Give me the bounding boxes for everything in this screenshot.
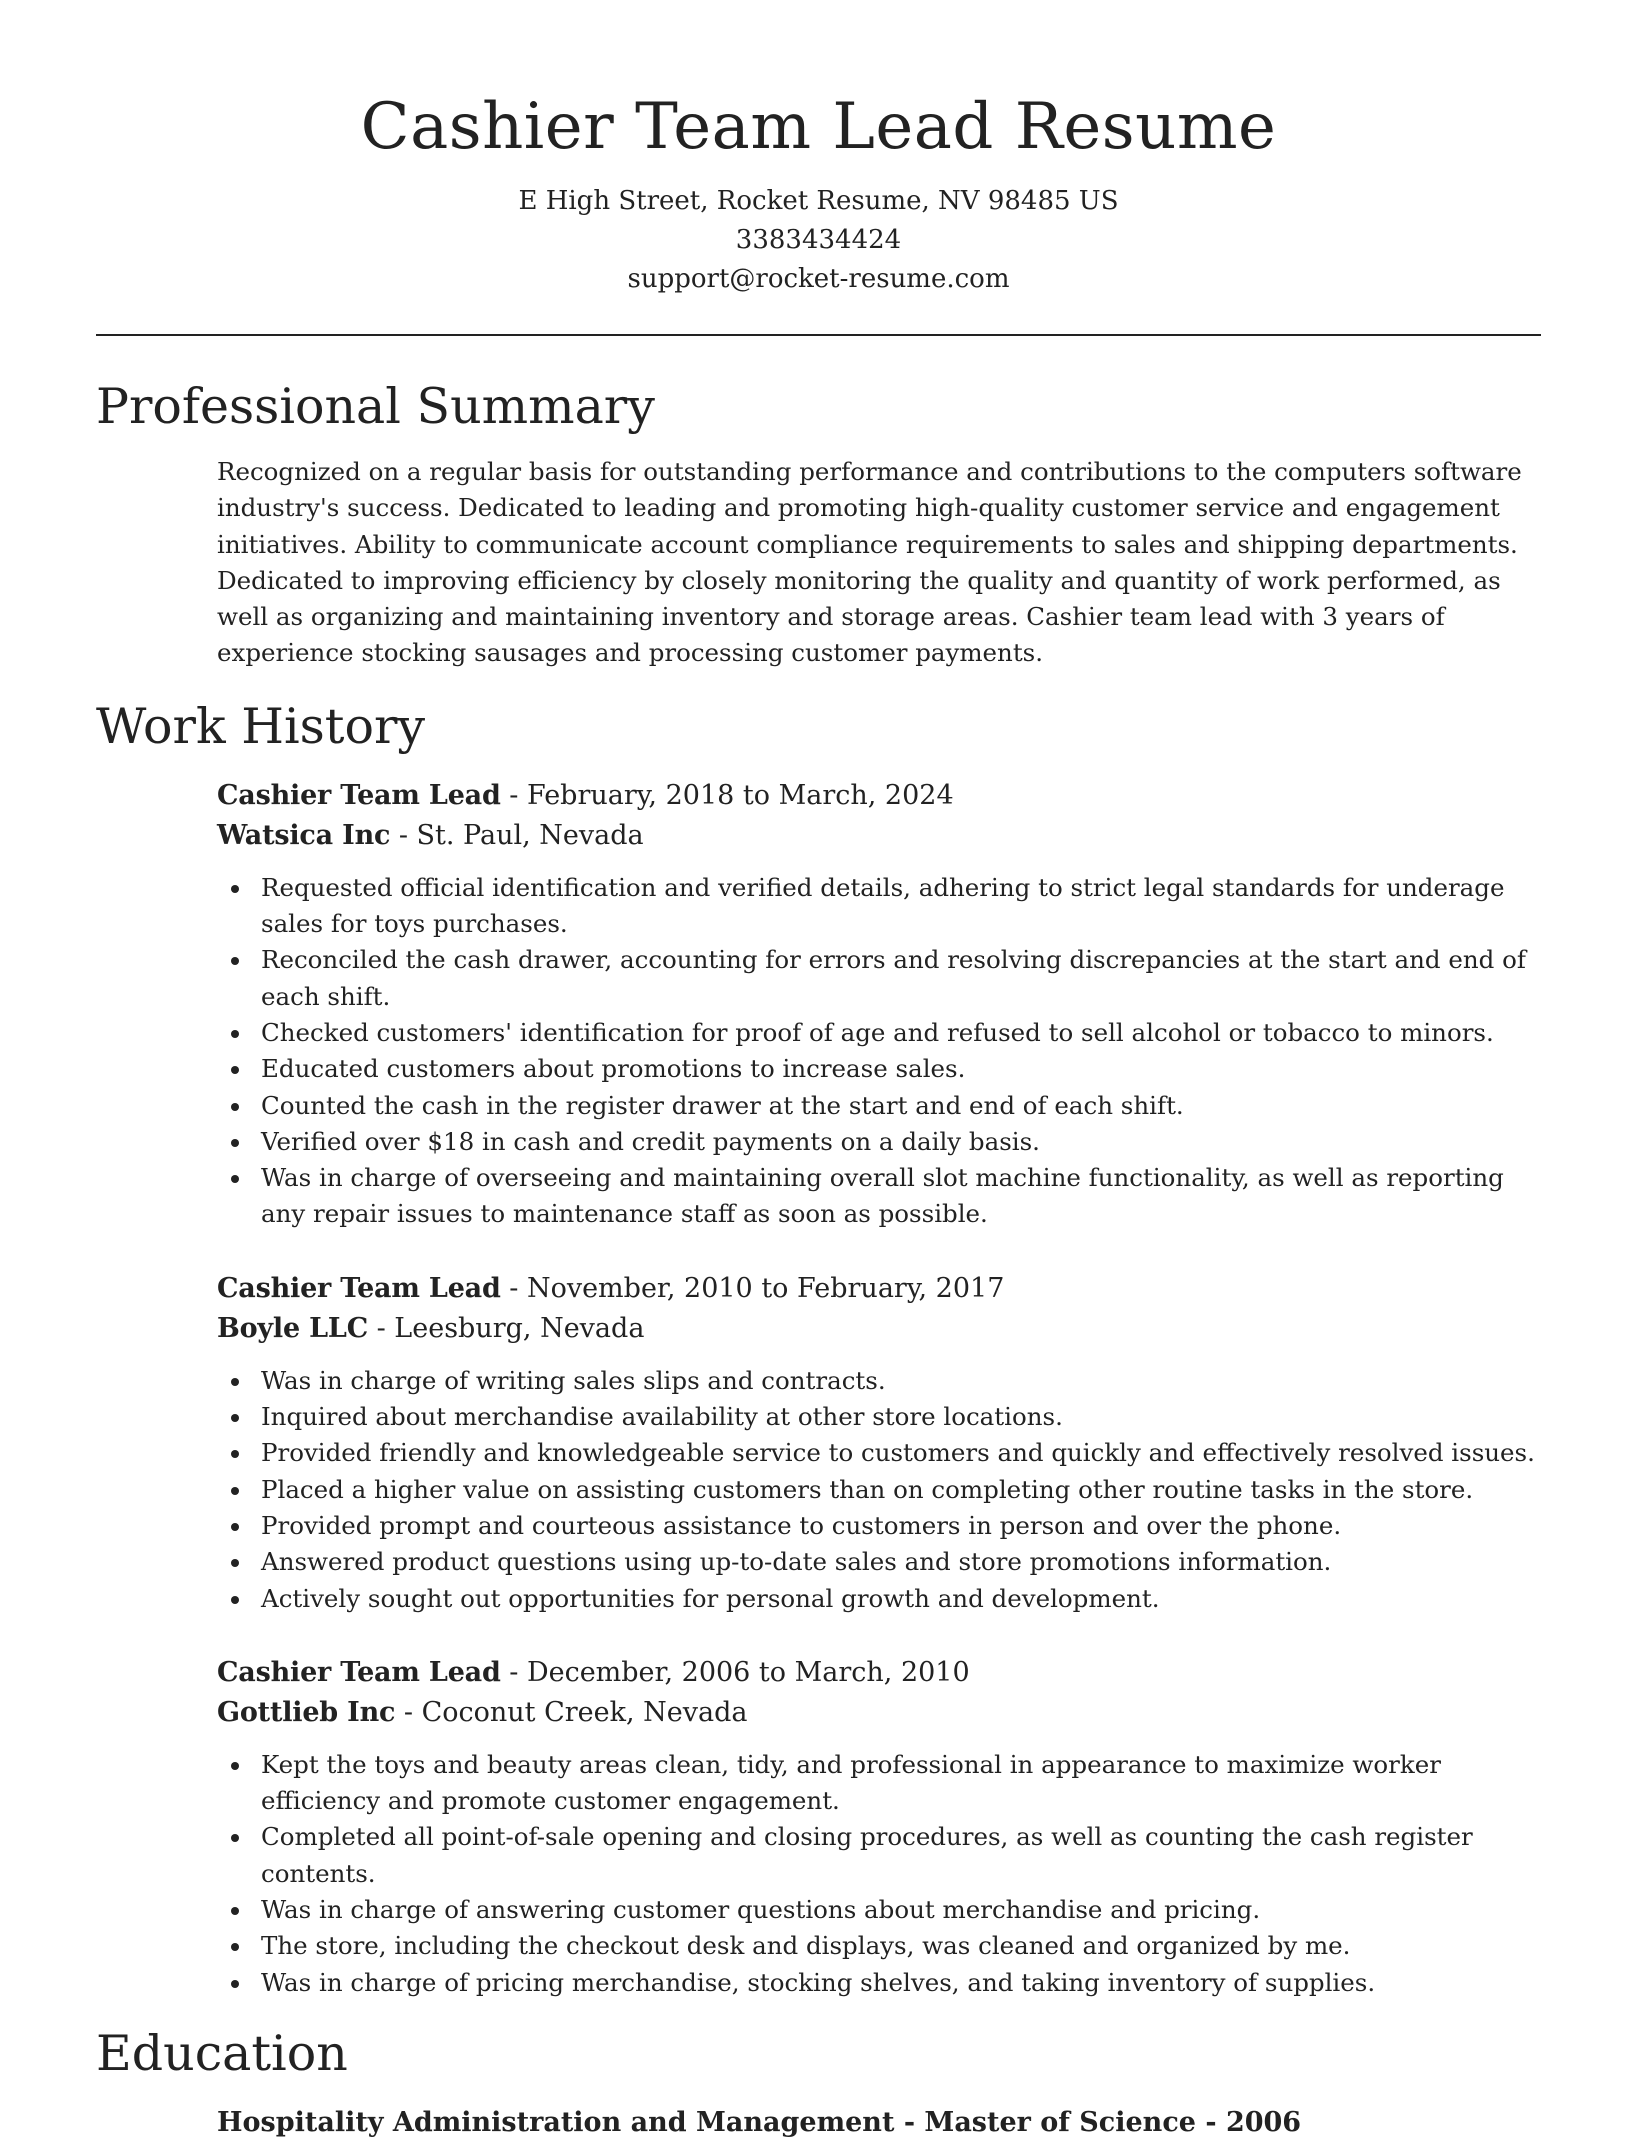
job-title: Cashier Team Lead bbox=[217, 1656, 501, 1688]
resume-page bbox=[96, 0, 1541, 2143]
contact-email: support@rocket-resume.com bbox=[627, 264, 1010, 294]
header-divider bbox=[96, 334, 1541, 336]
job-header bbox=[217, 776, 1541, 816]
job-entry bbox=[96, 776, 1541, 1233]
job-header bbox=[217, 1269, 1541, 1309]
education-degree: - Master of Science bbox=[894, 2106, 1196, 2138]
list-item: Actively sought out opportunities for personal growth and development. bbox=[217, 1581, 1541, 1617]
section-title-summary: Professional Summary bbox=[96, 378, 655, 435]
job-title: Cashier Team Lead bbox=[217, 779, 501, 811]
job-header bbox=[217, 1653, 1541, 1693]
summary-text: Recognized on a regular basis for outstanding performance and contributions to the computers software industry's success. Dedicated to leading and promoting high-quality customer service and engagement initiatives. Ability to communicate account compliance requirements to sales and shipping departments. Dedicated to improving efficiency by closely monitoring the quality and quantity of work performed, as well as organizing and maintaining inventory and storage areas. Cashier team lead with 3 years of experience stocking sausages and processing customer payments. bbox=[217, 457, 1522, 668]
list-item: Placed a higher value on assisting customers than on completing other routine tasks in the store. bbox=[217, 1472, 1541, 1508]
section-work-history bbox=[96, 696, 1541, 2001]
section-professional-summary bbox=[96, 376, 1541, 672]
list-item: Reconciled the cash drawer, accounting for errors and resolving discrepancies at the start and end of each shift. bbox=[217, 942, 1541, 1015]
job-company: Boyle LLC bbox=[217, 1312, 369, 1344]
job-bullets bbox=[217, 1747, 1541, 2001]
resume-header bbox=[96, 0, 1541, 299]
list-item: Was in charge of pricing merchandise, stocking shelves, and taking inventory of supplies. bbox=[217, 1965, 1541, 2001]
job-dates: - February, 2018 to March, 2024 bbox=[500, 779, 954, 811]
education-entry bbox=[96, 2103, 1541, 2143]
section-education bbox=[96, 2023, 1541, 2143]
job-company: Watsica Inc bbox=[217, 819, 391, 851]
job-entry bbox=[96, 1653, 1541, 2001]
education-field: Hospitality Administration and Management bbox=[217, 2106, 895, 2138]
job-title: Cashier Team Lead bbox=[217, 1272, 501, 1304]
contact-info bbox=[96, 182, 1541, 299]
list-item: Answered product questions using up-to-date sales and store promotions information. bbox=[217, 1544, 1541, 1580]
list-item: Inquired about merchandise availability at other store locations. bbox=[217, 1399, 1541, 1435]
job-bullets bbox=[217, 1363, 1541, 1617]
education-year: - 2006 bbox=[1195, 2106, 1302, 2138]
job-employer bbox=[217, 1693, 1541, 1733]
list-item: The store, including the checkout desk and displays, was cleaned and organized by me. bbox=[217, 1928, 1541, 1964]
job-company: Gottlieb Inc bbox=[217, 1696, 396, 1728]
job-location: - St. Paul, Nevada bbox=[390, 819, 644, 851]
job-location: - Coconut Creek, Nevada bbox=[395, 1696, 748, 1728]
list-item: Was in charge of overseeing and maintaining overall slot machine functionality, as well as reporting any repair issues to maintenance staff as soon as possible. bbox=[217, 1160, 1541, 1233]
list-item: Provided friendly and knowledgeable service to customers and quickly and effectively resolved issues. bbox=[217, 1435, 1541, 1471]
list-item: Completed all point-of-sale opening and closing procedures, as well as counting the cash register contents. bbox=[217, 1819, 1541, 1892]
list-item: Provided prompt and courteous assistance to customers in person and over the phone. bbox=[217, 1508, 1541, 1544]
list-item: Was in charge of answering customer questions about merchandise and pricing. bbox=[217, 1892, 1541, 1928]
resume-title: Cashier Team Lead Resume bbox=[360, 90, 1277, 164]
list-item: Counted the cash in the register drawer at the start and end of each shift. bbox=[217, 1088, 1541, 1124]
contact-address: E High Street, Rocket Resume, NV 98485 US bbox=[518, 186, 1119, 216]
list-item: Verified over $18 in cash and credit payments on a daily basis. bbox=[217, 1124, 1541, 1160]
list-item: Educated customers about promotions to increase sales. bbox=[217, 1051, 1541, 1087]
job-bullets bbox=[217, 870, 1541, 1233]
list-item: Kept the toys and beauty areas clean, tidy, and professional in appearance to maximize worker efficiency and promote customer engagement. bbox=[217, 1747, 1541, 1820]
contact-phone: 3383434424 bbox=[735, 225, 902, 255]
job-dates: - December, 2006 to March, 2010 bbox=[500, 1656, 970, 1688]
job-employer bbox=[217, 816, 1541, 856]
job-dates: - November, 2010 to February, 2017 bbox=[500, 1272, 1005, 1304]
section-title-work: Work History bbox=[96, 697, 426, 755]
job-location: - Leesburg, Nevada bbox=[368, 1312, 645, 1344]
list-item: Was in charge of writing sales slips and contracts. bbox=[217, 1363, 1541, 1399]
job-entry bbox=[96, 1269, 1541, 1617]
list-item: Requested official identification and verified details, adhering to strict legal standards for underage sales for toys purchases. bbox=[217, 870, 1541, 943]
job-employer bbox=[217, 1309, 1541, 1349]
section-title-education: Education bbox=[96, 2024, 348, 2082]
list-item: Checked customers' identification for proof of age and refused to sell alcohol or tobacco to minors. bbox=[217, 1015, 1541, 1051]
